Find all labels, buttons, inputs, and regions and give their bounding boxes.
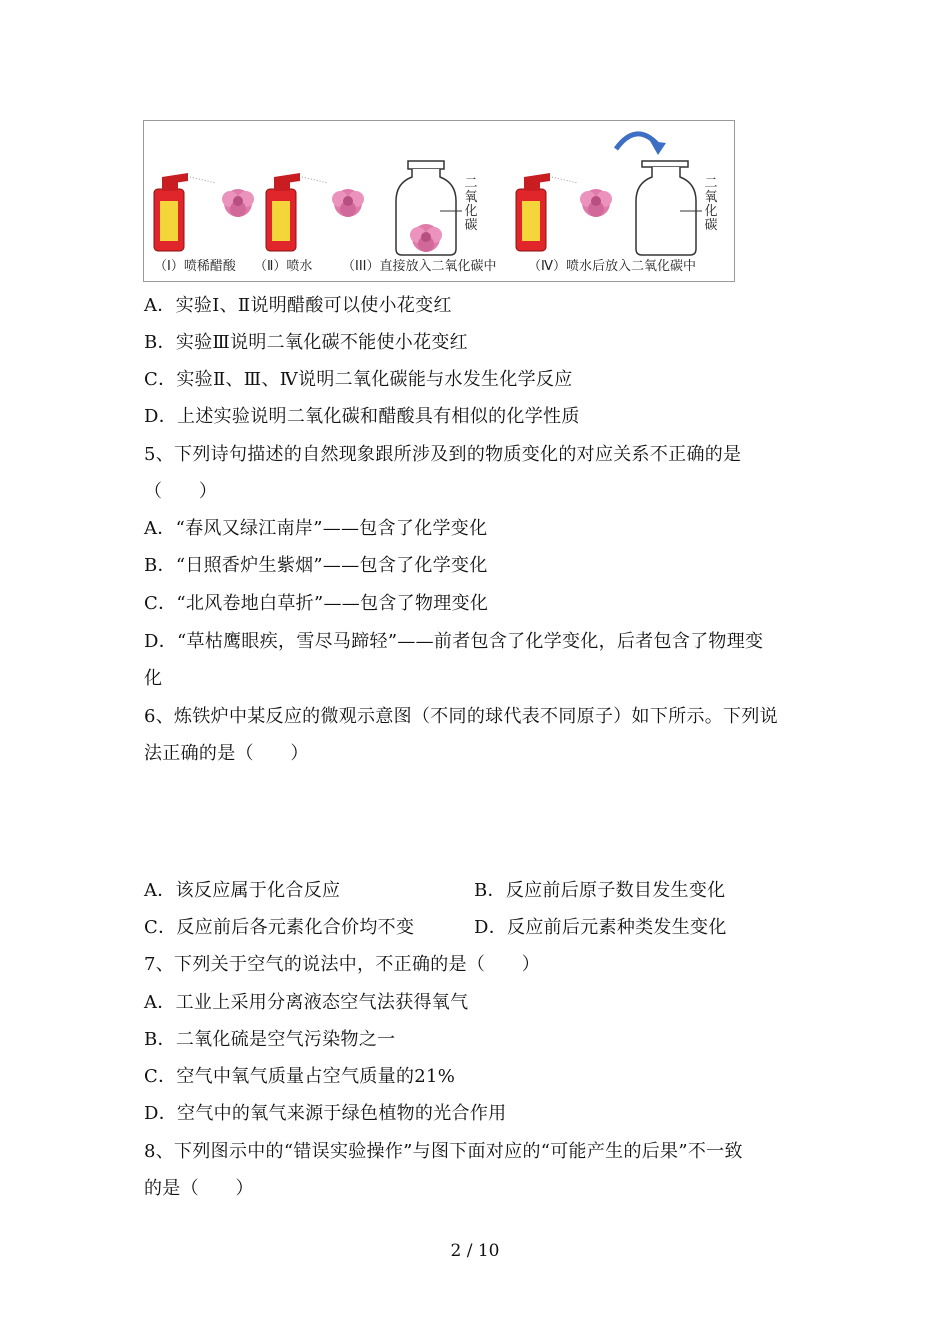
q5-option-b: B．“日照香炉生紫烟”——包含了化学变化 xyxy=(144,555,488,576)
flower-4-icon xyxy=(580,189,612,217)
curved-arrow-icon xyxy=(616,134,666,155)
q6-option-d: D．反应前后元素种类发生变化 xyxy=(474,917,727,938)
q6-stem-cont: 法正确的是（ ） xyxy=(144,743,309,764)
q5-option-a: A．“春风又绿江南岸”——包含了化学变化 xyxy=(144,518,488,539)
q6-option-a: A．该反应属于化合反应 xyxy=(144,880,341,901)
q4-option-a: A．实验Ⅰ、Ⅱ说明醋酸可以使小花变红 xyxy=(144,295,452,316)
flower-2-icon xyxy=(332,189,364,217)
q5-stem-cont: （ ） xyxy=(144,481,218,502)
caption-1: （I）喷稀醋酸 xyxy=(154,259,236,274)
q6-option-c: C．反应前后各元素化合价均不变 xyxy=(144,917,415,938)
jar-4-icon xyxy=(636,161,702,255)
spray-bottle-4-icon xyxy=(516,173,578,251)
q6-option-b: B．反应前后原子数目发生变化 xyxy=(474,880,726,901)
q5-stem: 5、下列诗句描述的自然现象跟所涉及到的物质变化的对应关系不正确的是 xyxy=(144,444,742,465)
q4-option-d: D．上述实验说明二氧化碳和醋酸具有相似的化学性质 xyxy=(144,406,580,427)
flower-1-icon xyxy=(222,189,254,217)
q8-stem-cont: 的是（ ） xyxy=(144,1178,254,1199)
spray-bottle-2-icon xyxy=(266,173,328,251)
caption-3: （III）直接放入二氧化碳中 xyxy=(342,259,497,274)
q7-option-a: A．工业上采用分离液态空气法获得氧气 xyxy=(144,992,469,1013)
q7-option-c: C．空气中氧气质量占空气质量的21% xyxy=(144,1066,456,1087)
q5-option-c: C．“北风卷地白草折”——包含了物理变化 xyxy=(144,593,489,614)
q5-option-d: D．“草枯鹰眼疾，雪尽马蹄轻”——前者包含了化学变化，后者包含了物理变 xyxy=(144,631,764,652)
q7-stem: 7、下列关于空气的说法中，不正确的是（ ） xyxy=(144,954,541,975)
experiment-figure xyxy=(143,120,735,282)
spray-bottle-1-icon xyxy=(154,173,216,251)
q4-option-c: C．实验Ⅱ、Ⅲ、Ⅳ说明二氧化碳能与水发生化学反应 xyxy=(144,369,573,390)
caption-4: （Ⅳ）喷水后放入二氧化碳中 xyxy=(528,259,696,274)
co2-label-jar-3: 二氧化碳 xyxy=(464,176,478,233)
q5-option-d-cont: 化 xyxy=(144,668,163,689)
q4-option-b: B．实验Ⅲ说明二氧化碳不能使小花变红 xyxy=(144,332,468,353)
co2-label-jar-4: 二氧化碳 xyxy=(704,176,718,233)
caption-2: （Ⅱ）喷水 xyxy=(254,259,313,274)
q8-stem: 8、下列图示中的“错误实验操作”与图下面对应的“可能产生的后果”不一致 xyxy=(144,1141,743,1162)
page-number: 2 / 10 xyxy=(450,1241,500,1261)
q6-stem: 6、炼铁炉中某反应的微观示意图（不同的球代表不同原子）如下所示。下列说 xyxy=(144,706,778,727)
q7-option-b: B．二氧化硫是空气污染物之一 xyxy=(144,1029,396,1050)
experiment-illustration xyxy=(144,121,734,281)
q7-option-d: D．空气中的氧气来源于绿色植物的光合作用 xyxy=(144,1103,507,1124)
